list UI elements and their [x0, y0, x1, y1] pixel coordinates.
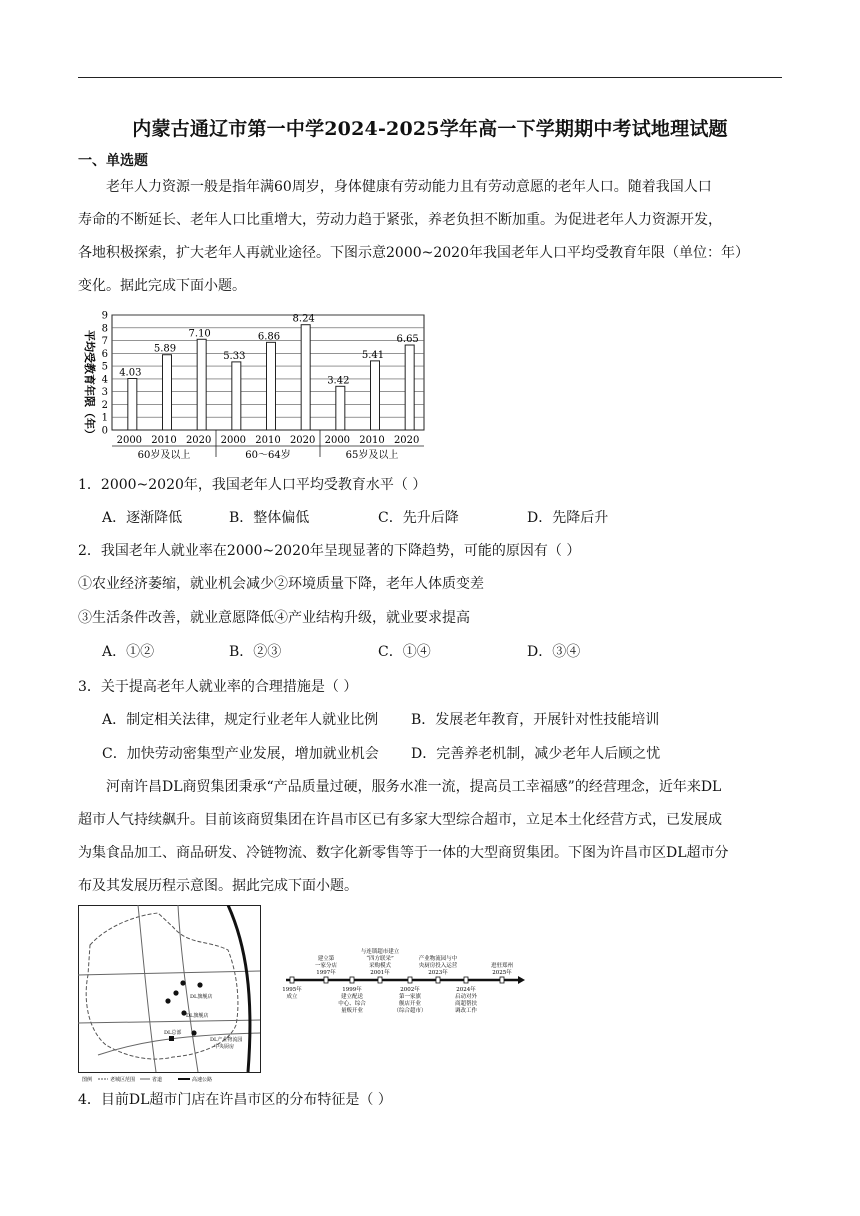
group-label: 65岁及以上 [345, 450, 399, 461]
passage-line: 老年人力资源一般是指年满60周岁，身体健康有劳动能力且有劳动意愿的老年人口。随着我国人口 [106, 179, 712, 195]
y-tick-label: 7 [101, 336, 108, 348]
passage-line: 各地积极探索，扩大老年人再就业途径。下图示意2000~2020年我国老年人口平均受教育年限（单位：年） [78, 245, 749, 261]
timeline-node [350, 977, 354, 983]
timeline-event-text: 2024年 [456, 987, 476, 993]
bar-value-label: 6.86 [257, 331, 281, 343]
timeline-event-text: 中心、综合 [338, 1001, 366, 1007]
q3-option-a[interactable]: A．制定相关法律，规定行业老年人就业比例 [102, 712, 379, 728]
q1-option-d[interactable]: D．先降后升 [527, 510, 609, 526]
bar-value-label: 3.42 [327, 375, 350, 387]
y-tick-label: 0 [101, 425, 108, 437]
map-label: DL旗舰店 [186, 1013, 209, 1019]
y-tick-label: 6 [101, 348, 108, 360]
legend-text: 老城区范围 [110, 1077, 136, 1083]
timeline-node [436, 977, 440, 983]
bar-value-label: 5.33 [223, 350, 246, 362]
passage-line: 变化。据此完成下面小题。 [78, 278, 246, 294]
timeline-node [464, 977, 468, 983]
y-tick-label: 8 [101, 323, 108, 335]
timeline-node [324, 977, 328, 983]
group-label: 60～64岁 [245, 450, 291, 461]
timeline-node [378, 977, 382, 983]
xuchang-dl-store-map [78, 905, 261, 1083]
bar [336, 386, 345, 430]
timeline-event-text: 2002年 [400, 987, 420, 993]
section-heading: 一、单选题 [78, 153, 148, 169]
timeline-event-text: 成立 [286, 994, 298, 1000]
education-bar-chart [78, 305, 430, 463]
passage-1 [78, 171, 782, 303]
x-tick-label: 2010 [255, 435, 281, 446]
question-2-line-1: ①农业经济萎缩，就业机会减少②环境质量下降，老年人体质变差 [78, 576, 484, 592]
bar [197, 339, 206, 430]
y-tick-label: 1 [101, 412, 108, 424]
bar [301, 325, 310, 430]
x-tick-label: 2020 [185, 435, 212, 446]
timeline-event-text: 2025年 [492, 970, 512, 976]
timeline-event-text: 与连锁超市建立 [360, 949, 400, 955]
bar-value-label: 5.89 [153, 343, 177, 355]
passage-line: 为集食品加工、商品研发、冷链物流、数字化新零售等于一体的大型商贸集团。下图为许昌市区DL超市分 [78, 845, 729, 861]
x-tick-label: 2000 [324, 435, 351, 446]
y-tick-label: 9 [101, 310, 108, 322]
q2-option-a[interactable]: A．①② [102, 644, 155, 660]
question-4-stem: 4．目前DL超市门店在许昌市区的分布特征是（ ） [78, 1092, 392, 1108]
q1-option-c[interactable]: C．先升后降 [378, 510, 459, 526]
timeline-event-text: 进驻郑州 [490, 963, 514, 969]
map-label: DL产业物流园 [210, 1037, 243, 1043]
map-legend [82, 1076, 212, 1083]
hq-marker [169, 1036, 174, 1041]
q3-option-b[interactable]: B．发展老年教育，开展针对性技能培训 [411, 712, 660, 728]
x-tick-label: 2020 [393, 435, 420, 446]
store-dot [191, 1030, 196, 1035]
question-2-line-2: ③生活条件改善，就业意愿降低④产业结构升级，就业要求提高 [78, 610, 470, 626]
y-tick-label: 2 [101, 399, 108, 411]
timeline-event-text: 建立第 [317, 956, 335, 962]
timeline-event-text: 舰店开业 [398, 1001, 422, 1007]
timeline-event-text: 央厨房投入运营 [418, 963, 458, 969]
timeline-node [500, 977, 504, 983]
bar [405, 345, 414, 430]
timeline-event-text: 商超帮扶 [454, 1001, 478, 1007]
bar [163, 355, 172, 430]
map-label: DL总部 [164, 1030, 182, 1036]
timeline-event-text: 1999年 [342, 987, 362, 993]
q2-option-c[interactable]: C．①④ [378, 644, 431, 660]
passage-2 [78, 771, 782, 903]
group-label: 60岁及以上 [137, 450, 191, 461]
y-axis-label: 平均受教育年限（年） [83, 330, 96, 440]
q2-option-d[interactable]: D．③④ [527, 644, 581, 660]
timeline-event-text: 产业物流园与中 [418, 956, 458, 962]
map-label: 中央厨房 [214, 1044, 235, 1050]
bar [267, 342, 276, 430]
legend-text: 省道 [152, 1077, 163, 1083]
timeline-event-text: 1995年 [282, 987, 302, 993]
timeline-node [408, 977, 412, 983]
bar [371, 361, 380, 430]
timeline-event-text: 量贩开业 [340, 1008, 364, 1014]
legend-text: 高速公路 [192, 1077, 213, 1083]
header-rule [78, 77, 782, 78]
bar-value-label: 8.24 [292, 313, 315, 325]
passage-line: 寿命的不断延长、老年人口比重增大，劳动力趋于紧张，养老负担不断加重。为促进老年人力资源开发， [78, 212, 722, 228]
legend-title: 图例 [82, 1077, 93, 1083]
x-tick-label: 2000 [220, 435, 247, 446]
timeline-event-text: 调改工作 [454, 1008, 478, 1014]
timeline-arrow [518, 976, 525, 984]
q2-option-b[interactable]: B．②③ [229, 644, 282, 660]
store-dot [173, 990, 178, 995]
timeline-event-text: “四方联采” [366, 956, 394, 962]
bar [232, 362, 241, 430]
bar [128, 379, 137, 430]
q1-option-a[interactable]: A．逐渐降低 [102, 510, 183, 526]
store-dot [180, 980, 185, 985]
x-tick-label: 2020 [289, 435, 316, 446]
y-tick-label: 4 [101, 374, 108, 386]
passage-line: 河南许昌DL商贸集团秉承“产品质量过硬，服务水准一流，提高员工幸福感”的经营理念，近年来DL [106, 779, 722, 795]
question-3-stem: 3．关于提高老年人就业率的合理措施是（ ） [78, 679, 358, 695]
timeline-event-text: 第一家旗 [398, 994, 422, 1000]
map-label: DL旗舰店 [190, 994, 213, 1000]
page-title: 内蒙古通辽市第一中学2024-2025学年高一下学期期中考试地理试题 [132, 118, 728, 140]
timeline-event-text: 采购模式 [368, 963, 392, 969]
timeline-event-text: 2001年 [370, 970, 390, 976]
q3-option-c[interactable]: C．加快劳动密集型产业发展，增加就业机会 [102, 746, 379, 762]
timeline-event-text: 2023年 [428, 970, 448, 976]
timeline-event-text: 一家分店 [314, 963, 338, 969]
q3-option-d[interactable]: D．完善养老机制，减少老年人后顾之忧 [411, 746, 661, 762]
timeline-event-text: 1997年 [316, 970, 336, 976]
y-tick-label: 5 [101, 361, 108, 373]
x-tick-label: 2010 [359, 435, 385, 446]
bar-value-label: 5.41 [361, 349, 385, 361]
dl-development-timeline [282, 935, 527, 1025]
bar-value-label: 6.65 [396, 334, 419, 346]
store-dot [165, 998, 170, 1003]
bar-value-label: 7.10 [188, 328, 211, 340]
question-1-stem: 1．2000~2020年，我国老年人口平均受教育水平（ ） [78, 477, 427, 493]
x-tick-label: 2000 [116, 435, 143, 446]
passage-line: 超市人气持续飙升。目前该商贸集团在许昌市区已有多家大型综合超市，立足本土化经营方式，已发展成 [78, 812, 722, 828]
passage-line: 布及其发展历程示意图。据此完成下面小题。 [78, 878, 358, 894]
question-2-stem: 2．我国老年人就业率在2000~2020年呈现显著的下降趋势，可能的原因有（ ） [78, 543, 581, 559]
y-tick-label: 3 [101, 387, 108, 399]
bar-value-label: 4.03 [119, 367, 142, 379]
timeline-event-text: （综合超市） [393, 1008, 427, 1014]
timeline-event-text: 建立配送 [340, 994, 364, 1000]
q1-option-b[interactable]: B．整体偏低 [229, 510, 310, 526]
store-dot [197, 982, 202, 987]
timeline-node [290, 977, 294, 983]
x-tick-label: 2010 [151, 435, 177, 446]
timeline-event-text: 启动对外 [454, 994, 478, 1000]
